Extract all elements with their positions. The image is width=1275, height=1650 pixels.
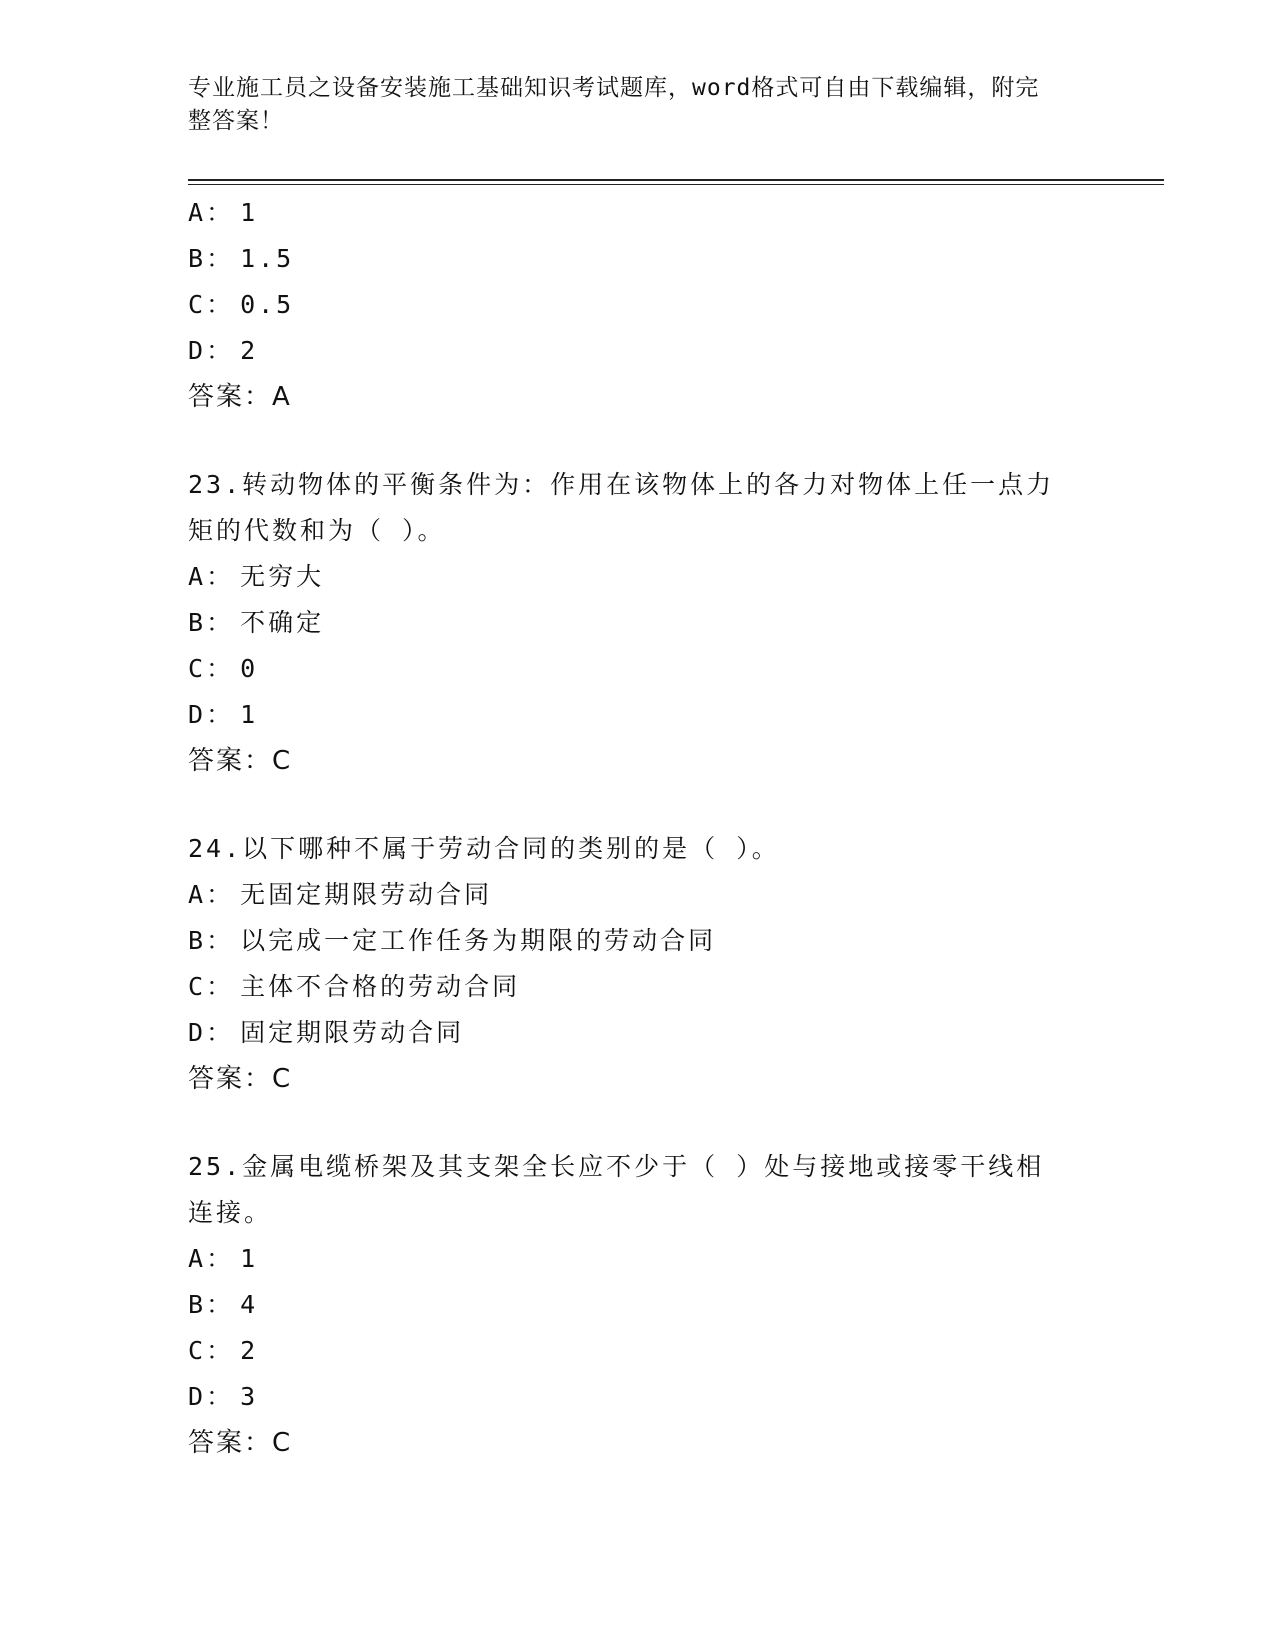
partial-question <box>188 190 1088 420</box>
option-text: 4 <box>240 1290 259 1319</box>
header-line-2: 整答案！ <box>188 108 284 134</box>
option-c: C： 0 <box>188 654 259 683</box>
header-line-1: 专业施工员之设备安装施工基础知识考试题库，word格式可自由下载编辑，附完 <box>188 75 1040 101</box>
question-24 <box>188 826 1088 1102</box>
option-d: D： 固定期限劳动合同 <box>188 1018 465 1047</box>
question-list <box>188 190 1088 1466</box>
option-text: 无穷大 <box>240 562 325 591</box>
answer-line: 答案：A <box>188 382 292 412</box>
page-header <box>188 72 1068 138</box>
question-stem-line: 矩的代数和为（ ）。 <box>188 516 446 545</box>
option-text: 1.5 <box>240 244 295 273</box>
option-text: 固定期限劳动合同 <box>240 1018 465 1047</box>
option-text: 0.5 <box>240 290 295 319</box>
option-b: B： 4 <box>188 1290 259 1319</box>
option-text: 不确定 <box>240 608 325 637</box>
option-text: 2 <box>240 1336 259 1365</box>
question-25 <box>188 1144 1088 1466</box>
option-d: D： 1 <box>188 700 259 729</box>
option-text: 1 <box>240 198 259 227</box>
option-b: B： 以完成一定工作任务为期限的劳动合同 <box>188 926 717 955</box>
question-stem-line: 23.转动物体的平衡条件为：作用在该物体上的各力对物体上任一点力 <box>188 470 1055 499</box>
option-text: 3 <box>240 1382 259 1411</box>
option-text: 0 <box>240 654 259 683</box>
question-stem-line: 24.以下哪种不属于劳动合同的类别的是（ ）。 <box>188 834 780 863</box>
option-text: 以完成一定工作任务为期限的劳动合同 <box>240 926 717 955</box>
option-text: 1 <box>240 1244 259 1273</box>
option-text: 主体不合格的劳动合同 <box>240 972 521 1001</box>
option-c: C： 2 <box>188 1336 259 1365</box>
option-a: A： 1 <box>188 198 259 227</box>
header-divider-thick <box>188 179 1164 181</box>
header-divider-thin <box>188 184 1164 185</box>
option-b: B： 1.5 <box>188 244 295 273</box>
option-c: C： 0.5 <box>188 290 295 319</box>
option-text: 2 <box>240 336 259 365</box>
answer-line: 答案：C <box>188 1428 293 1458</box>
question-stem-line: 连接。 <box>188 1198 273 1227</box>
answer-line: 答案：C <box>188 1064 293 1094</box>
option-a: A： 无固定期限劳动合同 <box>188 880 493 909</box>
question-23 <box>188 462 1088 784</box>
option-a: A： 1 <box>188 1244 259 1273</box>
option-c: C： 主体不合格的劳动合同 <box>188 972 521 1001</box>
option-a: A： 无穷大 <box>188 562 325 591</box>
option-text: 1 <box>240 700 259 729</box>
answer-line: 答案：C <box>188 746 293 776</box>
option-d: D： 2 <box>188 336 259 365</box>
option-text: 无固定期限劳动合同 <box>240 880 493 909</box>
option-d: D： 3 <box>188 1382 259 1411</box>
option-b: B： 不确定 <box>188 608 325 637</box>
question-stem-line: 25.金属电缆桥架及其支架全长应不少于（ ）处与接地或接零干线相 <box>188 1152 1045 1181</box>
